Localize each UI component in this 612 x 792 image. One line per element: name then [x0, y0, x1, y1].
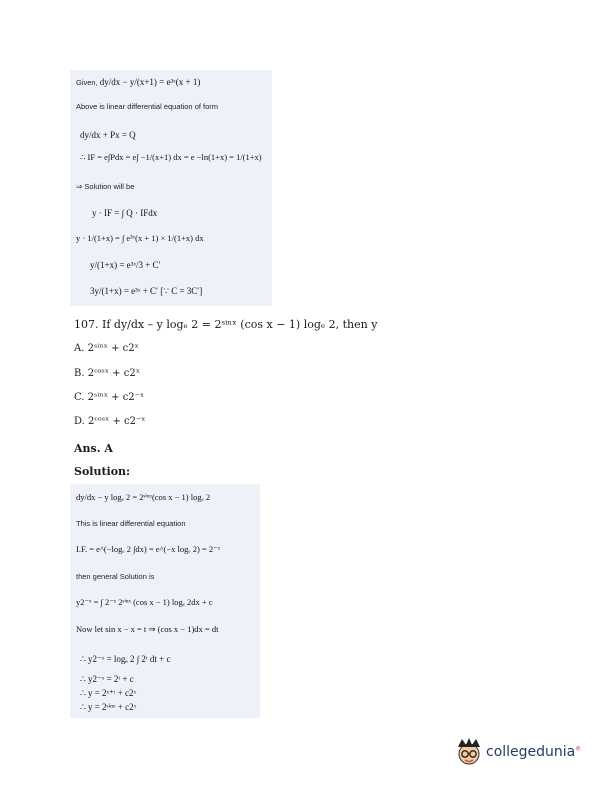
solution-line-2: y · 1/(1+x) = ∫ e³ˣ(x + 1) × 1/(1+x) dx: [76, 233, 204, 243]
registered-mark: ®: [575, 745, 582, 753]
panel2-integrating-factor: I.F. = e^(−logₑ 2 ∫dx) = e^(−x logₑ 2) = 2⁻ˣ: [76, 544, 221, 554]
step-4: ∴ y = 2ˢⁱⁿˣ + c2ˣ: [80, 702, 137, 712]
option-c: C. 2ˢⁱⁿˣ + c2⁻ˣ: [74, 392, 145, 403]
panel2-equation-1: dy/dx − y logₑ 2 = 2ˢⁱⁿˣ(cos x − 1) logₑ 2: [76, 492, 211, 502]
linear-form-equation: dy/dx + Px = Q: [80, 130, 136, 140]
question-107: 107. If dy/dx – y logₑ 2 = 2ˢⁱⁿˣ (cos x − 1) logₑ 2, then y: [74, 318, 378, 331]
brand-name: [486, 744, 581, 760]
solution-line-1: y · IF = ∫ Q · IFdx: [92, 208, 158, 218]
linear-de-text: This is linear differential equation: [76, 519, 186, 528]
integrating-factor-equation: ∴ IF = e∫Pdx = e∫ −1/(x+1) dx = e −ln(1+x) = 1/(1+x): [80, 152, 262, 162]
mascot-icon: [452, 735, 486, 769]
answer: Ans. A: [74, 442, 113, 455]
given-equation: dy/dx − y/(x+1) = e³ˣ(x + 1): [99, 77, 201, 87]
solution-line-4: 3y/(1+x) = e³ˣ + C′ [∵ C = 3C′]: [90, 286, 203, 296]
general-solution-equation: y2⁻ˣ = ∫ 2⁻ˣ 2ˢⁱⁿˣ (cos x − 1) logₑ 2dx + c: [76, 597, 213, 607]
solution-line-3: y/(1+x) = e³ˣ/3 + C′: [90, 260, 161, 270]
given-line: [76, 77, 200, 87]
solution-will-be-text: ⇒ Solution will be: [76, 182, 135, 191]
brand-name-text: collegedunia: [486, 744, 576, 760]
step-2: ∴ y2⁻ˣ = 2ᵗ + c: [80, 674, 134, 684]
general-solution-text: then general Solution is: [76, 572, 155, 581]
option-d: D. 2ᶜᵒˢˣ + c2⁻ˣ: [74, 416, 146, 427]
solution-heading: Solution:: [74, 465, 131, 478]
step-1: ∴ y2⁻ˣ = logₑ 2 ∫ 2ᵗ dt + c: [80, 654, 171, 664]
option-b: B. 2ᶜᵒˢˣ + c2ˣ: [74, 368, 140, 379]
given-label: Given,: [76, 78, 100, 87]
above-text: Above is linear differential equation of form: [76, 102, 219, 111]
option-a: A. 2ˢⁱⁿˣ + c2ˣ: [74, 343, 139, 354]
substitution-equation: Now let sin x − x = t ⇒ (cos x − 1)dx = dt: [76, 624, 219, 634]
step-3: ∴ y = 2ˣ⁺ᶦ + c2ˣ: [80, 688, 137, 698]
